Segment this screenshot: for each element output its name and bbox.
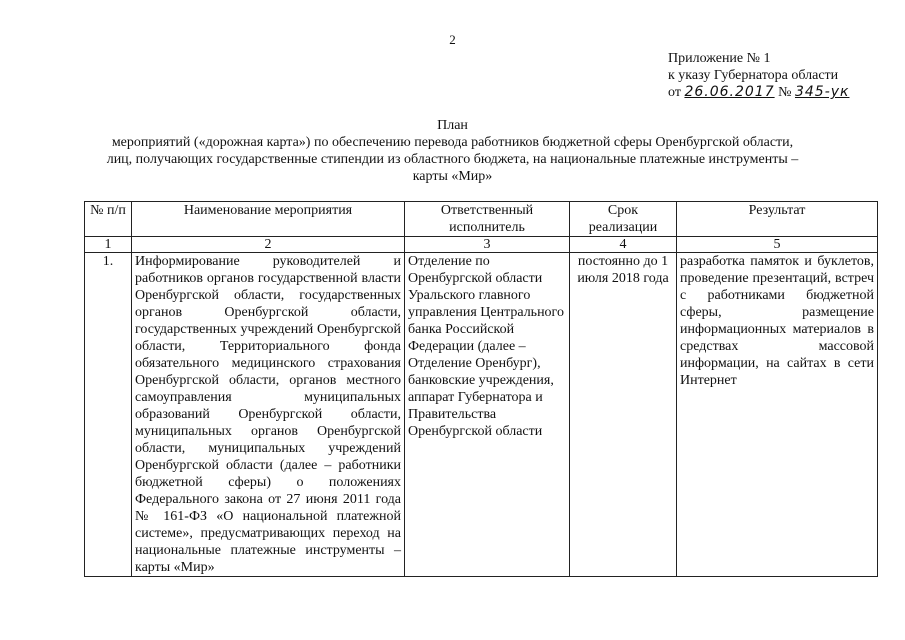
row-deadline: постоянно до 1 июля 2018 года xyxy=(570,253,677,577)
date-prefix: от xyxy=(668,85,681,100)
appendix-title: Приложение № 1 xyxy=(668,51,771,66)
document-title xyxy=(60,117,845,185)
column-number: 5 xyxy=(677,237,878,253)
number-prefix: № xyxy=(778,85,792,100)
header-executor: Ответственный исполнитель xyxy=(405,202,570,237)
header-result: Результат xyxy=(677,202,878,237)
handwritten-date: 26.06.2017 xyxy=(684,84,775,100)
header-name: Наименование мероприятия xyxy=(132,202,405,237)
title-line-3: карты «Мир» xyxy=(412,169,493,184)
column-number-row xyxy=(85,237,878,253)
column-number: 2 xyxy=(132,237,405,253)
table-header-row xyxy=(85,202,878,237)
header-deadline: Срок реализации xyxy=(570,202,677,237)
handwritten-number: 345-ук xyxy=(794,84,850,100)
title-heading: План xyxy=(437,118,468,133)
row-activity-name: Информирование руководителей и работников органов государственной власти Оренбургской области, государственных органов Оренбургской области, государственных учреждений Оренбургской области, Территориального фонда обязательного медицинского страхования Оренбургской области, органов местного самоуправления муниципальных образований Оренбургской области, муниципальных органов Оренбургской области, муниципальных учреждений Оренбургской области (далее – работники бюджетной сферы) о положениях Федерального закона от 27 июня 2011 года № 161-ФЗ «О национальной платежной системе», предусматривающих переход на национальные платежные инструменты – карты «Мир» xyxy=(132,253,405,577)
title-line-1: мероприятий («дорожная карта») по обеспечению перевода работников бюджетной сферы Оренбургской области, xyxy=(111,135,794,150)
column-number: 1 xyxy=(85,237,132,253)
row-result: разработка памяток и буклетов, проведение презентаций, встреч с работниками бюджетной сферы, размещение информационных материалов в средствах массовой информации, на сайтах в сети Интернет xyxy=(677,253,878,577)
header-num: № п/п xyxy=(85,202,132,237)
table-row xyxy=(85,253,878,577)
plan-table xyxy=(84,201,878,577)
row-number: 1. xyxy=(85,253,132,577)
appendix-block xyxy=(668,50,849,101)
appendix-reference: к указу Губернатора области xyxy=(668,68,839,83)
column-number: 3 xyxy=(405,237,570,253)
appendix-date-line xyxy=(668,84,849,101)
row-executor: Отделение по Оренбургской области Уральского главного управления Центрального банка Российской Федерации (далее – Отделение Оренбург), банковские учреждения, аппарат Губернатора и Правительства Оренбургской области xyxy=(405,253,570,577)
title-line-2: лиц, получающих государственные стипендии из областного бюджета, на национальные платежные инструменты – xyxy=(106,152,799,167)
page-number: 2 xyxy=(449,32,456,47)
column-number: 4 xyxy=(570,237,677,253)
